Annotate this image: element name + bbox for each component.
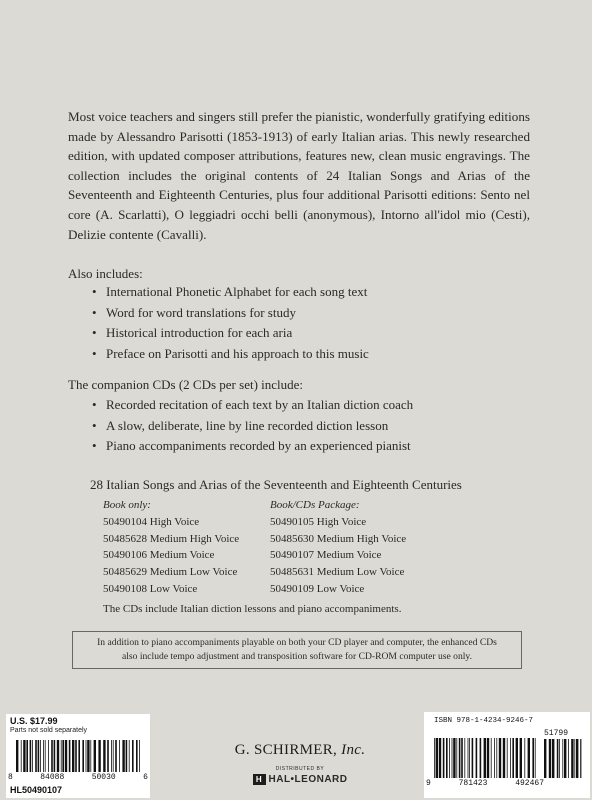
list-item: • Word for word translations for study bbox=[92, 303, 369, 324]
barcode-bar bbox=[38, 740, 40, 772]
barcode-bar bbox=[559, 739, 560, 778]
barcode-bar bbox=[30, 740, 32, 772]
bullet-icon: • bbox=[92, 438, 97, 453]
barcode-bar bbox=[23, 740, 25, 772]
isbn-panel bbox=[424, 712, 590, 798]
bullet-icon: • bbox=[92, 304, 97, 320]
bullet-icon: • bbox=[92, 284, 97, 299]
cd-note: The CDs include Italian diction lessons and piano accompaniments. bbox=[103, 603, 402, 615]
distributor-logo bbox=[235, 766, 365, 790]
barcode-bar bbox=[32, 740, 33, 772]
barcode-bar bbox=[484, 738, 486, 778]
edition-item: 50485630 Medium High Voice bbox=[270, 532, 407, 545]
barcode-bar bbox=[139, 740, 140, 772]
barcode-bar bbox=[499, 738, 501, 778]
series-title: 28 Italian Songs and Arias of the Seventeenth and Eighteenth Centuries bbox=[90, 477, 462, 492]
edition-item: 50485631 Medium Low Voice bbox=[270, 566, 405, 579]
barcode-bar bbox=[446, 738, 448, 778]
edition-item: 50490106 Medium Voice bbox=[103, 549, 215, 562]
edition-item: 50485629 Medium Low Voice bbox=[103, 566, 238, 579]
barcode-bar bbox=[113, 740, 114, 772]
barcode-bar bbox=[464, 738, 465, 778]
barcode-bar bbox=[45, 740, 46, 772]
barcode-bar bbox=[574, 739, 575, 778]
barcode-bar bbox=[43, 740, 44, 772]
barcode-bar bbox=[576, 739, 578, 778]
upc-digits: 8 84088 50030 6 bbox=[8, 773, 148, 782]
barcode-bar bbox=[549, 739, 551, 778]
barcode-bar bbox=[564, 739, 566, 778]
addon-barcode bbox=[544, 739, 582, 778]
barcode-bar bbox=[468, 738, 469, 778]
enhanced-cd-line: also include tempo adjustment and transposition software for CD-ROM computer use only. bbox=[121, 651, 473, 662]
barcode-bar bbox=[449, 738, 450, 778]
book-cds-heading: Book/CDs Package: bbox=[270, 499, 360, 511]
barcode-bar bbox=[35, 740, 37, 772]
upc-barcode bbox=[16, 740, 142, 772]
barcode-bar bbox=[491, 738, 492, 778]
list-item: • Preface on Parisotti and his approach to this music bbox=[92, 344, 369, 365]
barcode-bar bbox=[487, 738, 489, 778]
barcode-bar bbox=[456, 738, 457, 778]
barcode-bar bbox=[87, 740, 89, 772]
barcode-bar bbox=[524, 738, 525, 778]
barcode-bar bbox=[528, 738, 530, 778]
barcode-bar bbox=[436, 738, 438, 778]
isbn-number: ISBN 978-1-4234-9246-7 bbox=[434, 717, 534, 725]
barcode-bar bbox=[443, 738, 445, 778]
barcode-bar bbox=[503, 738, 505, 778]
barcode-bar bbox=[126, 740, 128, 772]
publisher-name: G. SCHIRMER, Inc. bbox=[234, 742, 366, 758]
companion-cds-label: The companion CDs (2 CDs per set) include: bbox=[68, 377, 304, 392]
barcode-bar bbox=[535, 738, 536, 778]
barcode-bar bbox=[434, 738, 435, 778]
barcode-bar bbox=[469, 738, 470, 778]
enhanced-cd-box bbox=[72, 631, 522, 669]
barcode-bar bbox=[119, 740, 120, 772]
list-item: • Recorded recitation of each text by an Italian diction coach bbox=[92, 395, 413, 416]
barcode-bar bbox=[54, 740, 56, 772]
barcode-bar bbox=[107, 740, 109, 772]
barcode-bar bbox=[90, 740, 91, 772]
barcode-bar bbox=[571, 739, 573, 778]
barcode-bar bbox=[439, 738, 441, 778]
isbn-barcode-digits: 9 781423 492467 bbox=[426, 779, 544, 788]
enhanced-cd-line: In addition to piano accompaniments playable on both your CD player and computer, the enhanced CDs bbox=[97, 637, 497, 648]
barcode-bar bbox=[16, 740, 18, 772]
barcode-bar bbox=[72, 740, 74, 772]
barcode-bar bbox=[78, 740, 80, 772]
intro-paragraph: Most voice teachers and singers still prefer the pianistic, wonderfully gratifying editions made by Alessandro Parisotti (1853-1913) of early Italian arias. This newly researched edition, with updated composer attributions, features new, clean music engravings. The collection includes the original contents of 24 Italian Songs and Arias of the Seventeenth and Eighteenth Centuries, plus four additional Parisotti editions: Sento nel core (A. Scarlatti), O leggiadri occhi belli (anonymous), Intorno all'idol mio (Cesti), Delizie contente (Cavalli). bbox=[68, 109, 530, 242]
barcode-bar bbox=[453, 738, 455, 778]
barcode-bar bbox=[562, 739, 563, 778]
book-only-heading: Book only: bbox=[103, 499, 151, 511]
edition-item: 50490108 Low Voice bbox=[103, 582, 198, 595]
edition-item: 50485628 Medium High Voice bbox=[103, 532, 240, 545]
barcode-bar bbox=[111, 740, 112, 772]
barcode-bar bbox=[520, 738, 522, 778]
barcode-bar bbox=[472, 738, 474, 778]
list-item: • International Phonetic Alphabet for each song text bbox=[92, 282, 369, 303]
barcode-bar bbox=[568, 739, 569, 778]
hal-leonard-logo-icon: H bbox=[253, 774, 266, 785]
parts-note: Parts not sold separately bbox=[10, 727, 88, 734]
bullet-icon: • bbox=[92, 397, 97, 412]
barcode-bar bbox=[26, 740, 28, 772]
edition-item: 50490109 Low Voice bbox=[270, 582, 365, 595]
bullet-icon: • bbox=[92, 345, 97, 361]
barcode-bar bbox=[516, 738, 518, 778]
barcode-bar bbox=[132, 740, 134, 772]
barcode-bar bbox=[510, 738, 511, 778]
barcode-bar bbox=[461, 738, 463, 778]
barcode-bar bbox=[21, 740, 22, 772]
barcode-bar bbox=[507, 738, 508, 778]
barcode-bar bbox=[452, 738, 453, 778]
barcode-bar bbox=[51, 740, 53, 772]
barcode-bar bbox=[122, 740, 124, 772]
list-item: • Historical introduction for each aria bbox=[92, 323, 369, 344]
price-panel bbox=[6, 714, 150, 798]
barcode-bar bbox=[115, 740, 117, 772]
bullet-icon: • bbox=[92, 325, 97, 340]
isbn-barcode bbox=[434, 738, 538, 778]
also-includes-list bbox=[92, 282, 369, 364]
price: U.S. $17.99 bbox=[10, 716, 58, 726]
barcode-bar bbox=[129, 740, 130, 772]
barcode-bar bbox=[544, 739, 546, 778]
barcode-bar bbox=[94, 740, 96, 772]
bullet-icon: • bbox=[92, 417, 97, 433]
barcode-bar bbox=[480, 738, 482, 778]
barcode-bar bbox=[61, 740, 62, 772]
barcode-bar bbox=[552, 739, 554, 778]
book-only-editions bbox=[103, 497, 239, 598]
price-addon-digits: 51799 bbox=[544, 729, 569, 738]
edition-item: 50490107 Medium Voice bbox=[270, 549, 382, 562]
barcode-bar bbox=[103, 740, 105, 772]
barcode-bar bbox=[557, 739, 559, 778]
list-item: • A slow, deliberate, line by line recorded diction lesson bbox=[92, 416, 413, 437]
barcode-bar bbox=[48, 740, 49, 772]
list-item: • Piano accompaniments recorded by an experienced pianist bbox=[92, 436, 413, 457]
barcode-bar bbox=[65, 740, 67, 772]
barcode-bar bbox=[459, 738, 461, 778]
barcode-bar bbox=[476, 738, 478, 778]
barcode-bar bbox=[136, 740, 138, 772]
barcode-bar bbox=[98, 740, 100, 772]
barcode-bar bbox=[75, 740, 77, 772]
book-cds-editions bbox=[270, 497, 406, 598]
barcode-bar bbox=[57, 740, 59, 772]
product-code: HL50490107 bbox=[10, 785, 63, 795]
barcode-bar bbox=[40, 740, 41, 772]
barcode-bar bbox=[82, 740, 84, 772]
also-includes-label: Also includes: bbox=[68, 266, 143, 281]
barcode-bar bbox=[494, 738, 495, 778]
barcode-bar bbox=[69, 740, 71, 772]
edition-item: 50490104 High Voice bbox=[103, 515, 200, 528]
distributed-by-label: DISTRIBUTED BY bbox=[275, 766, 325, 772]
barcode-bar bbox=[580, 739, 581, 778]
companion-cds-list bbox=[92, 395, 413, 457]
barcode-bar bbox=[86, 740, 87, 772]
distributor-name: HAL•LEONARD bbox=[268, 774, 348, 786]
barcode-bar bbox=[532, 738, 534, 778]
barcode-bar bbox=[62, 740, 64, 772]
barcode-bar bbox=[496, 738, 497, 778]
barcode-bar bbox=[512, 738, 514, 778]
edition-item: 50490105 High Voice bbox=[270, 515, 367, 528]
